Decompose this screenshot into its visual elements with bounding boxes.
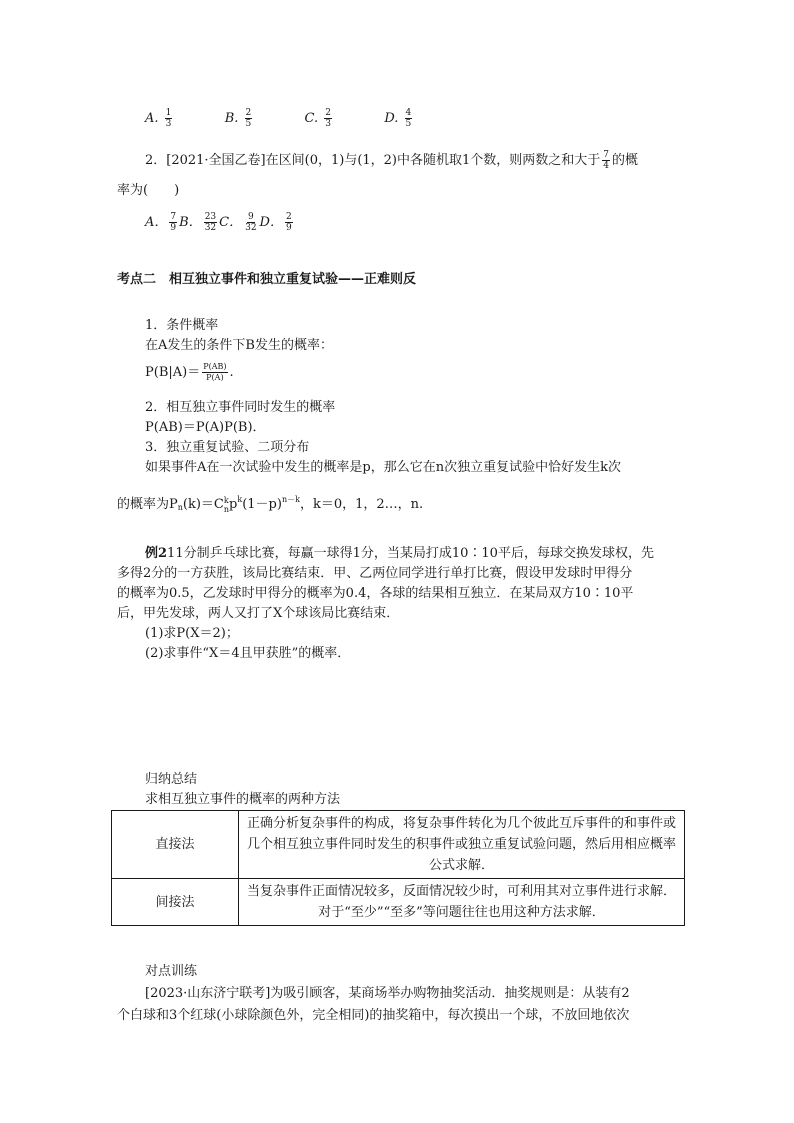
q1-option-c-label: C. xyxy=(304,111,319,126)
practice-line2: 个白球和3个红球(小球除颜色外，完全相同)的抽奖箱中，每次摸出一个球，不放回地依次 xyxy=(117,1008,630,1023)
summary-subtitle: 求相互独立事件的概率的两种方法 xyxy=(145,792,341,807)
example-2-line1: 例211分制乒乓球比赛，每赢一球得1分，当某局打成10∶10平后，每球交换发球权，先 xyxy=(145,546,654,561)
table-row xyxy=(112,879,685,926)
q1-option-a-value: $\frac{1}{3}$ xyxy=(165,108,172,129)
method-description: 当复杂事件正面情况较多，反面情况较少时，可利用其对立事件进行求解．对于“至少”“至多”等问题往往也用这种方法求解． xyxy=(239,879,685,926)
q2-option-b-value: $\frac{23}{32}$ xyxy=(204,212,217,233)
practice-line1: [2023·山东济宁联考]为吸引顾客，某商场举办购物抽奖活动．抽奖规则是：从装有2 xyxy=(145,986,630,1001)
method-name: 间接法 xyxy=(112,879,239,926)
concept-1-desc: 在A发生的条件下B发生的概率： xyxy=(145,338,333,353)
concept-2-title: 2．相互独立事件同时发生的概率 xyxy=(145,400,336,415)
conditional-probability-formula: P(B|A)＝ $\frac{P(AB)}{P(A)}$ . xyxy=(145,362,234,382)
concept-1-title: 1．条件概率 xyxy=(145,318,219,333)
binomial-formula: 的概率为$P_n(k)=C$ k n $p^k(1-p)^{n-k}$，k＝0，1，2…，n. xyxy=(117,495,424,514)
q1-options xyxy=(145,108,414,129)
example-2-line2: 多得2分的一方获胜，该局比赛结束．甲、乙两位同学进行单打比赛，假设甲发球时甲得分 xyxy=(117,566,633,581)
independent-events-formula: P(AB)＝P(A)P(B)． xyxy=(145,420,266,435)
table-row xyxy=(112,811,685,879)
practice-title: 对点训练 xyxy=(145,964,198,979)
q2-line2: 率为( ) xyxy=(117,183,180,198)
q2-option-b-label: B． xyxy=(179,215,202,230)
method-name: 直接法 xyxy=(112,811,239,879)
q2-option-c-label: C． xyxy=(219,215,243,230)
summary-title: 归纳总结 xyxy=(145,772,198,787)
q1-option-d-value: $\frac{4}{5}$ xyxy=(405,108,412,129)
q2-line1 xyxy=(145,150,638,171)
section-title: 考点二 相互独立事件和独立重复试验——正难则反 xyxy=(117,272,417,287)
q2-option-d-value: $\frac{2}{9}$ xyxy=(285,212,292,233)
example-2-part2: (2)求事件“X＝4且甲获胜”的概率． xyxy=(145,646,351,661)
example-2-line3: 的概率为0.5，乙发球时甲得分的概率为0.4，各球的结果相互独立．在某局双方10∶10平 xyxy=(117,586,634,601)
q2-fraction: $\frac{7}{4}$ xyxy=(603,150,610,171)
q2-option-c-value: $\frac{9}{32}$ xyxy=(245,212,257,233)
q2-option-a-label: A． xyxy=(145,215,168,230)
q2-option-d-label: D． xyxy=(259,215,283,230)
concept-3-title: 3．独立重复试验、二项分布 xyxy=(145,440,310,455)
example-label: 例2 xyxy=(145,546,168,561)
example-2-line4: 后，甲先发球，两人又打了X个球该局比赛结束． xyxy=(117,606,400,621)
q1-option-b-label: B. xyxy=(224,111,239,126)
methods-table xyxy=(111,810,685,926)
q1-option-b-value: $\frac{2}{5}$ xyxy=(245,108,252,129)
q1-option-a-label: A. xyxy=(145,111,159,126)
q2-stem-end: 的概 xyxy=(612,153,639,168)
example-2-part1: (1)求P(X＝2)； xyxy=(145,626,239,641)
q2-options xyxy=(145,212,295,233)
q2-stem: 2．[2021·全国乙卷]在区间(0，1)与(1，2)中各随机取1个数，则两数之和大于 xyxy=(145,153,601,168)
concept-3-line1: 如果事件A在一次试验中发生的概率是p，那么它在n次独立重复试验中恰好发生k次 xyxy=(145,460,621,475)
q1-option-d-label: D. xyxy=(384,111,399,126)
q2-option-a-value: $\frac{7}{9}$ xyxy=(170,212,177,233)
q1-option-c-value: $\frac{2}{3}$ xyxy=(325,108,332,129)
method-description: 正确分析复杂事件的构成，将复杂事件转化为几个彼此互斥事件的和事件或几个相互独立事件同时发生的积事件或独立重复试验问题，然后用相应概率公式求解． xyxy=(239,811,685,879)
